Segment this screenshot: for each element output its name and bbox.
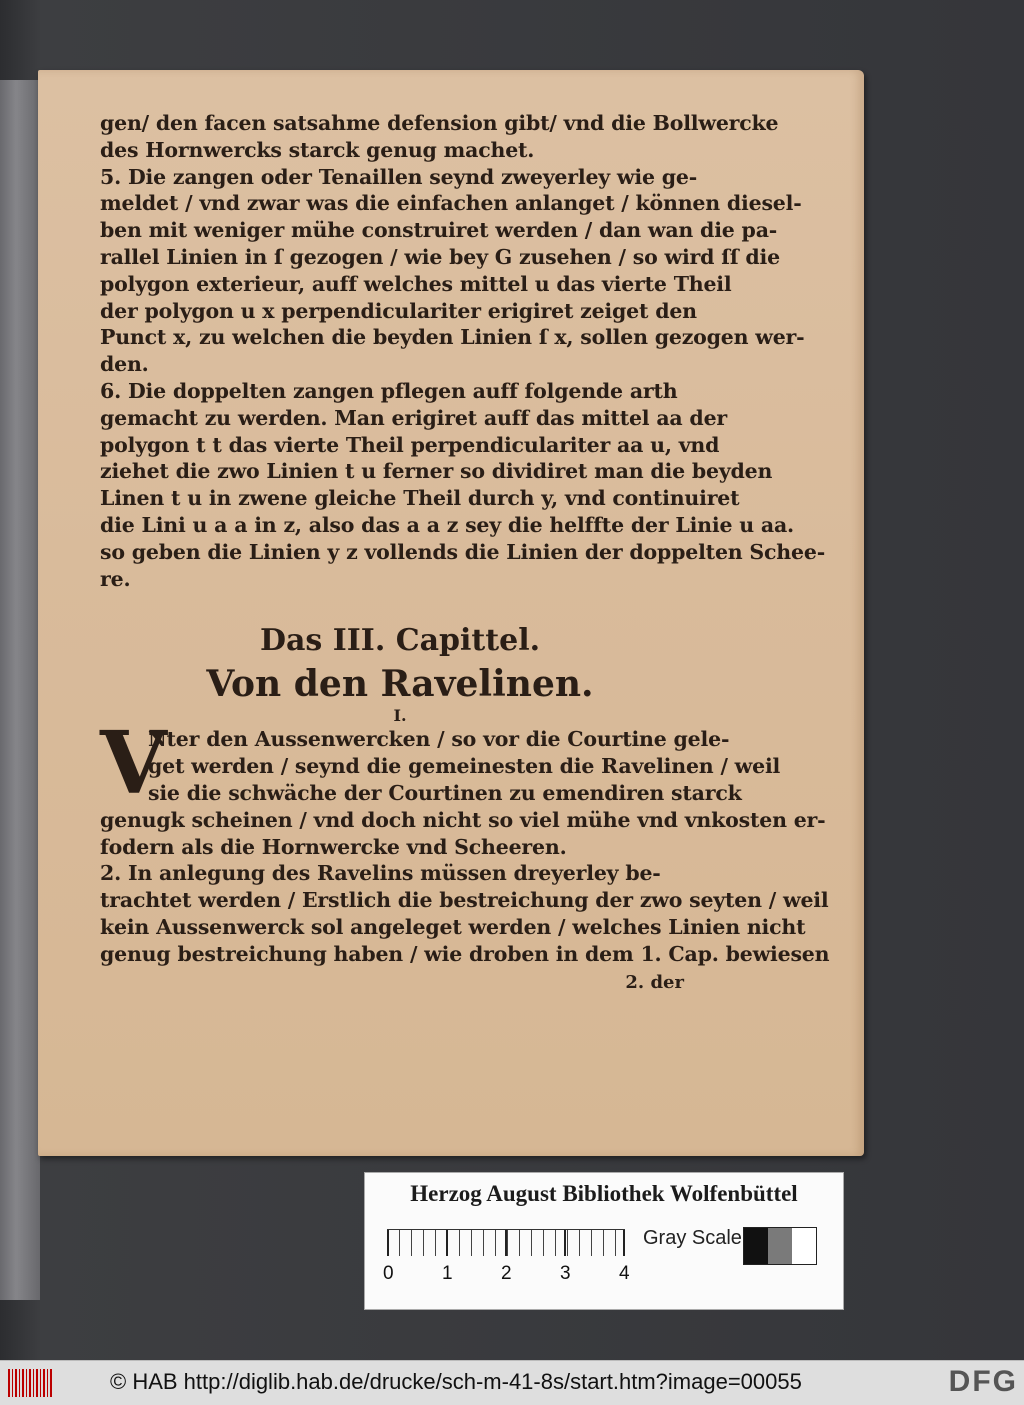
- gray-swatch-mid: [768, 1228, 792, 1264]
- text-line: 5. Die zangen oder Tenaillen seynd zweyerley wie ge-: [100, 164, 698, 189]
- chapter-subtitle: Von den Ravelinen.: [206, 663, 594, 706]
- text-line: fodern als die Hornwercke vnd Scheeren.: [100, 834, 567, 859]
- text-line: Nter den Aussenwercken / so vor die Courtine gele-: [148, 727, 730, 752]
- ruler-major-tick: [564, 1230, 566, 1256]
- scale-ruler: [387, 1229, 625, 1256]
- color-calibration-card: [364, 1172, 844, 1310]
- text-line: rallel Linien in ſ gezogen / wie bey G zusehen / so wird ſſ die: [100, 244, 780, 269]
- section-number: I.: [393, 706, 407, 726]
- ruler-label: 3: [560, 1263, 571, 1284]
- ruler-major-tick: [505, 1230, 507, 1256]
- text-line: so geben die Linien y z vollends die Linien der doppelten Schee-: [100, 539, 826, 564]
- text-line: sie die schwäche der Courtinen zu emendiren starck: [148, 780, 742, 805]
- text-line: der polygon u x perpendiculariter erigiret zeiget den: [100, 298, 697, 323]
- text-line: ziehet die zwo Linien t u ferner so dividiret man die beyden: [100, 459, 773, 484]
- text-line: gen/ den facen satsahme defension gibt/ vnd die Bollwercke: [100, 111, 779, 135]
- text-line: meldet / vnd zwar was die einfachen anlanget / können diesel-: [100, 191, 802, 216]
- gray-swatch-dark: [744, 1228, 768, 1264]
- ruler-label: 2: [501, 1263, 512, 1284]
- page-text: [100, 110, 830, 993]
- ruler-label: 4: [619, 1263, 630, 1284]
- paragraph-5: [100, 164, 805, 378]
- ruler-label: 1: [442, 1263, 453, 1284]
- ruler-major-tick: [446, 1230, 448, 1256]
- book-page: [38, 70, 864, 1156]
- source-link[interactable]: © HAB http://diglib.hab.de/drucke/sch-m-41-8s/start.htm?image=00055: [110, 1369, 802, 1394]
- gray-swatch-light: [792, 1228, 816, 1264]
- dfg-logo: DFG: [948, 1365, 1018, 1398]
- hab-logo-icon: [8, 1369, 52, 1397]
- text-line: polygon t t das vierte Theil perpendiculariter aa u, vnd: [100, 432, 720, 457]
- paragraph-6: [100, 378, 826, 592]
- gray-scale-label: Gray Scale: [643, 1227, 742, 1249]
- text-line: trachtet werden / Erstlich die bestreichung der zwo seyten / weil: [100, 888, 829, 913]
- ruler-label: 0: [383, 1263, 394, 1284]
- chapter-title: Das III. Capittel.: [259, 623, 541, 659]
- paragraph-2: [100, 860, 830, 967]
- text-line: genugk scheinen / vnd doch nicht so viel mühe vnd vnkosten er-: [100, 807, 826, 832]
- text-line: den.: [100, 352, 149, 377]
- paragraph-intro: [100, 110, 779, 164]
- text-line: gemacht zu werden. Man erigiret auff das mittel aa der: [100, 405, 728, 430]
- text-line: kein Aussenwerck sol angeleget werden / welches Linien nicht: [100, 914, 806, 939]
- ruler-major-tick: [623, 1230, 625, 1256]
- text-line: Linen t u in zwene gleiche Theil durch y, vnd continuiret: [100, 486, 740, 511]
- paragraph-1: [100, 713, 826, 860]
- text-line: 6. Die doppelten zangen pflegen auff folgende arth: [100, 378, 678, 403]
- library-name: Herzog August Bibliothek Wolfenbüttel: [410, 1181, 798, 1206]
- text-line: get werden / seynd die gemeinesten die Ravelinen / weil: [148, 754, 781, 779]
- viewer-footer: [0, 1360, 1024, 1405]
- text-line: 2. In anlegung des Ravelins müssen dreyerley be-: [100, 861, 661, 886]
- text-line: ben mit weniger mühe construiret werden / dan wan die pa-: [100, 218, 778, 243]
- text-line: Punct x, zu welchen die beyden Linien ſ x, sollen gezogen wer-: [100, 325, 805, 350]
- text-line: genug bestreichung haben / wie droben in dem 1. Cap. bewiesen: [100, 941, 830, 966]
- book-spine: [0, 80, 40, 1300]
- text-line: die Lini u a a in z, also das a a z sey die helffte der Linie u aa.: [100, 512, 794, 537]
- gray-scale-swatches: [743, 1227, 817, 1265]
- text-line: polygon exterieur, auff welches mittel u das vierte Theil: [100, 271, 732, 296]
- catchword: 2. der: [625, 971, 684, 993]
- text-line: des Hornwercks starck genug machet.: [100, 137, 535, 162]
- text-line: re.: [100, 566, 131, 591]
- drop-cap: V: [100, 713, 167, 815]
- ruler-major-tick: [387, 1230, 389, 1256]
